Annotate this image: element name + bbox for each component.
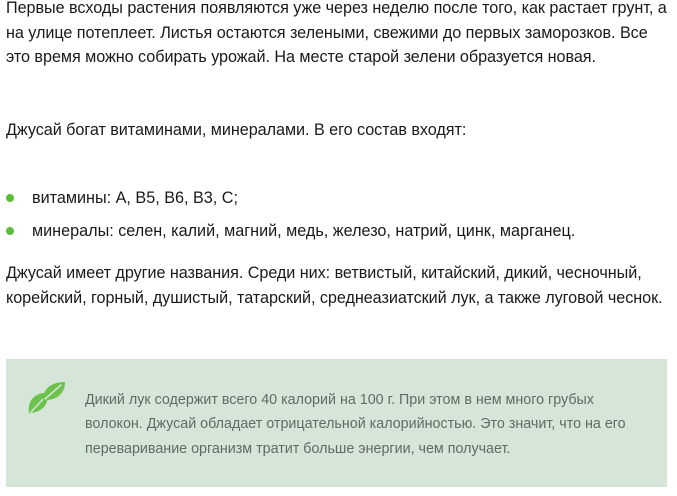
leaf-icon [26,379,68,417]
list-item [6,185,674,218]
note-text: Дикий лук содержит всего 40 калорий на 100 г. При этом в нем много грубых волокон. Джусай обладает отрицательной калорийностью. Это значит, что на его переваривание организм тратит больше энергии, чем получает. [85,392,626,457]
paragraph-2: Джусай богат витаминами, минералами. В его состав входят: [6,121,467,139]
info-note-box [6,359,667,487]
bullet-dot-icon [6,227,14,235]
paragraph-3: Джусай имеет другие названия. Среди них: ветвистый, китайский, дикий, чесночный, корейский, горный, душистый, татарский, среднеазиатский лук, а также луговой чеснок. [6,264,663,307]
nutrient-list [6,185,674,250]
list-item [6,218,674,251]
list-item-text: минералы: селен, калий, магний, медь, железо, натрий, цинк, марганец. [32,221,576,240]
list-item-text: витамины: А, В5, В6, В3, С; [32,189,238,207]
bullet-dot-icon [6,194,14,202]
paragraph-1: Первые всходы растения появляются уже через неделю после того, как растает грунт, а на улице потеплеет. Листья остаются зелеными, свежими до первых заморозков. Все это время можно собирать урожай. На месте старой зелени образуется новая. [6,0,667,67]
